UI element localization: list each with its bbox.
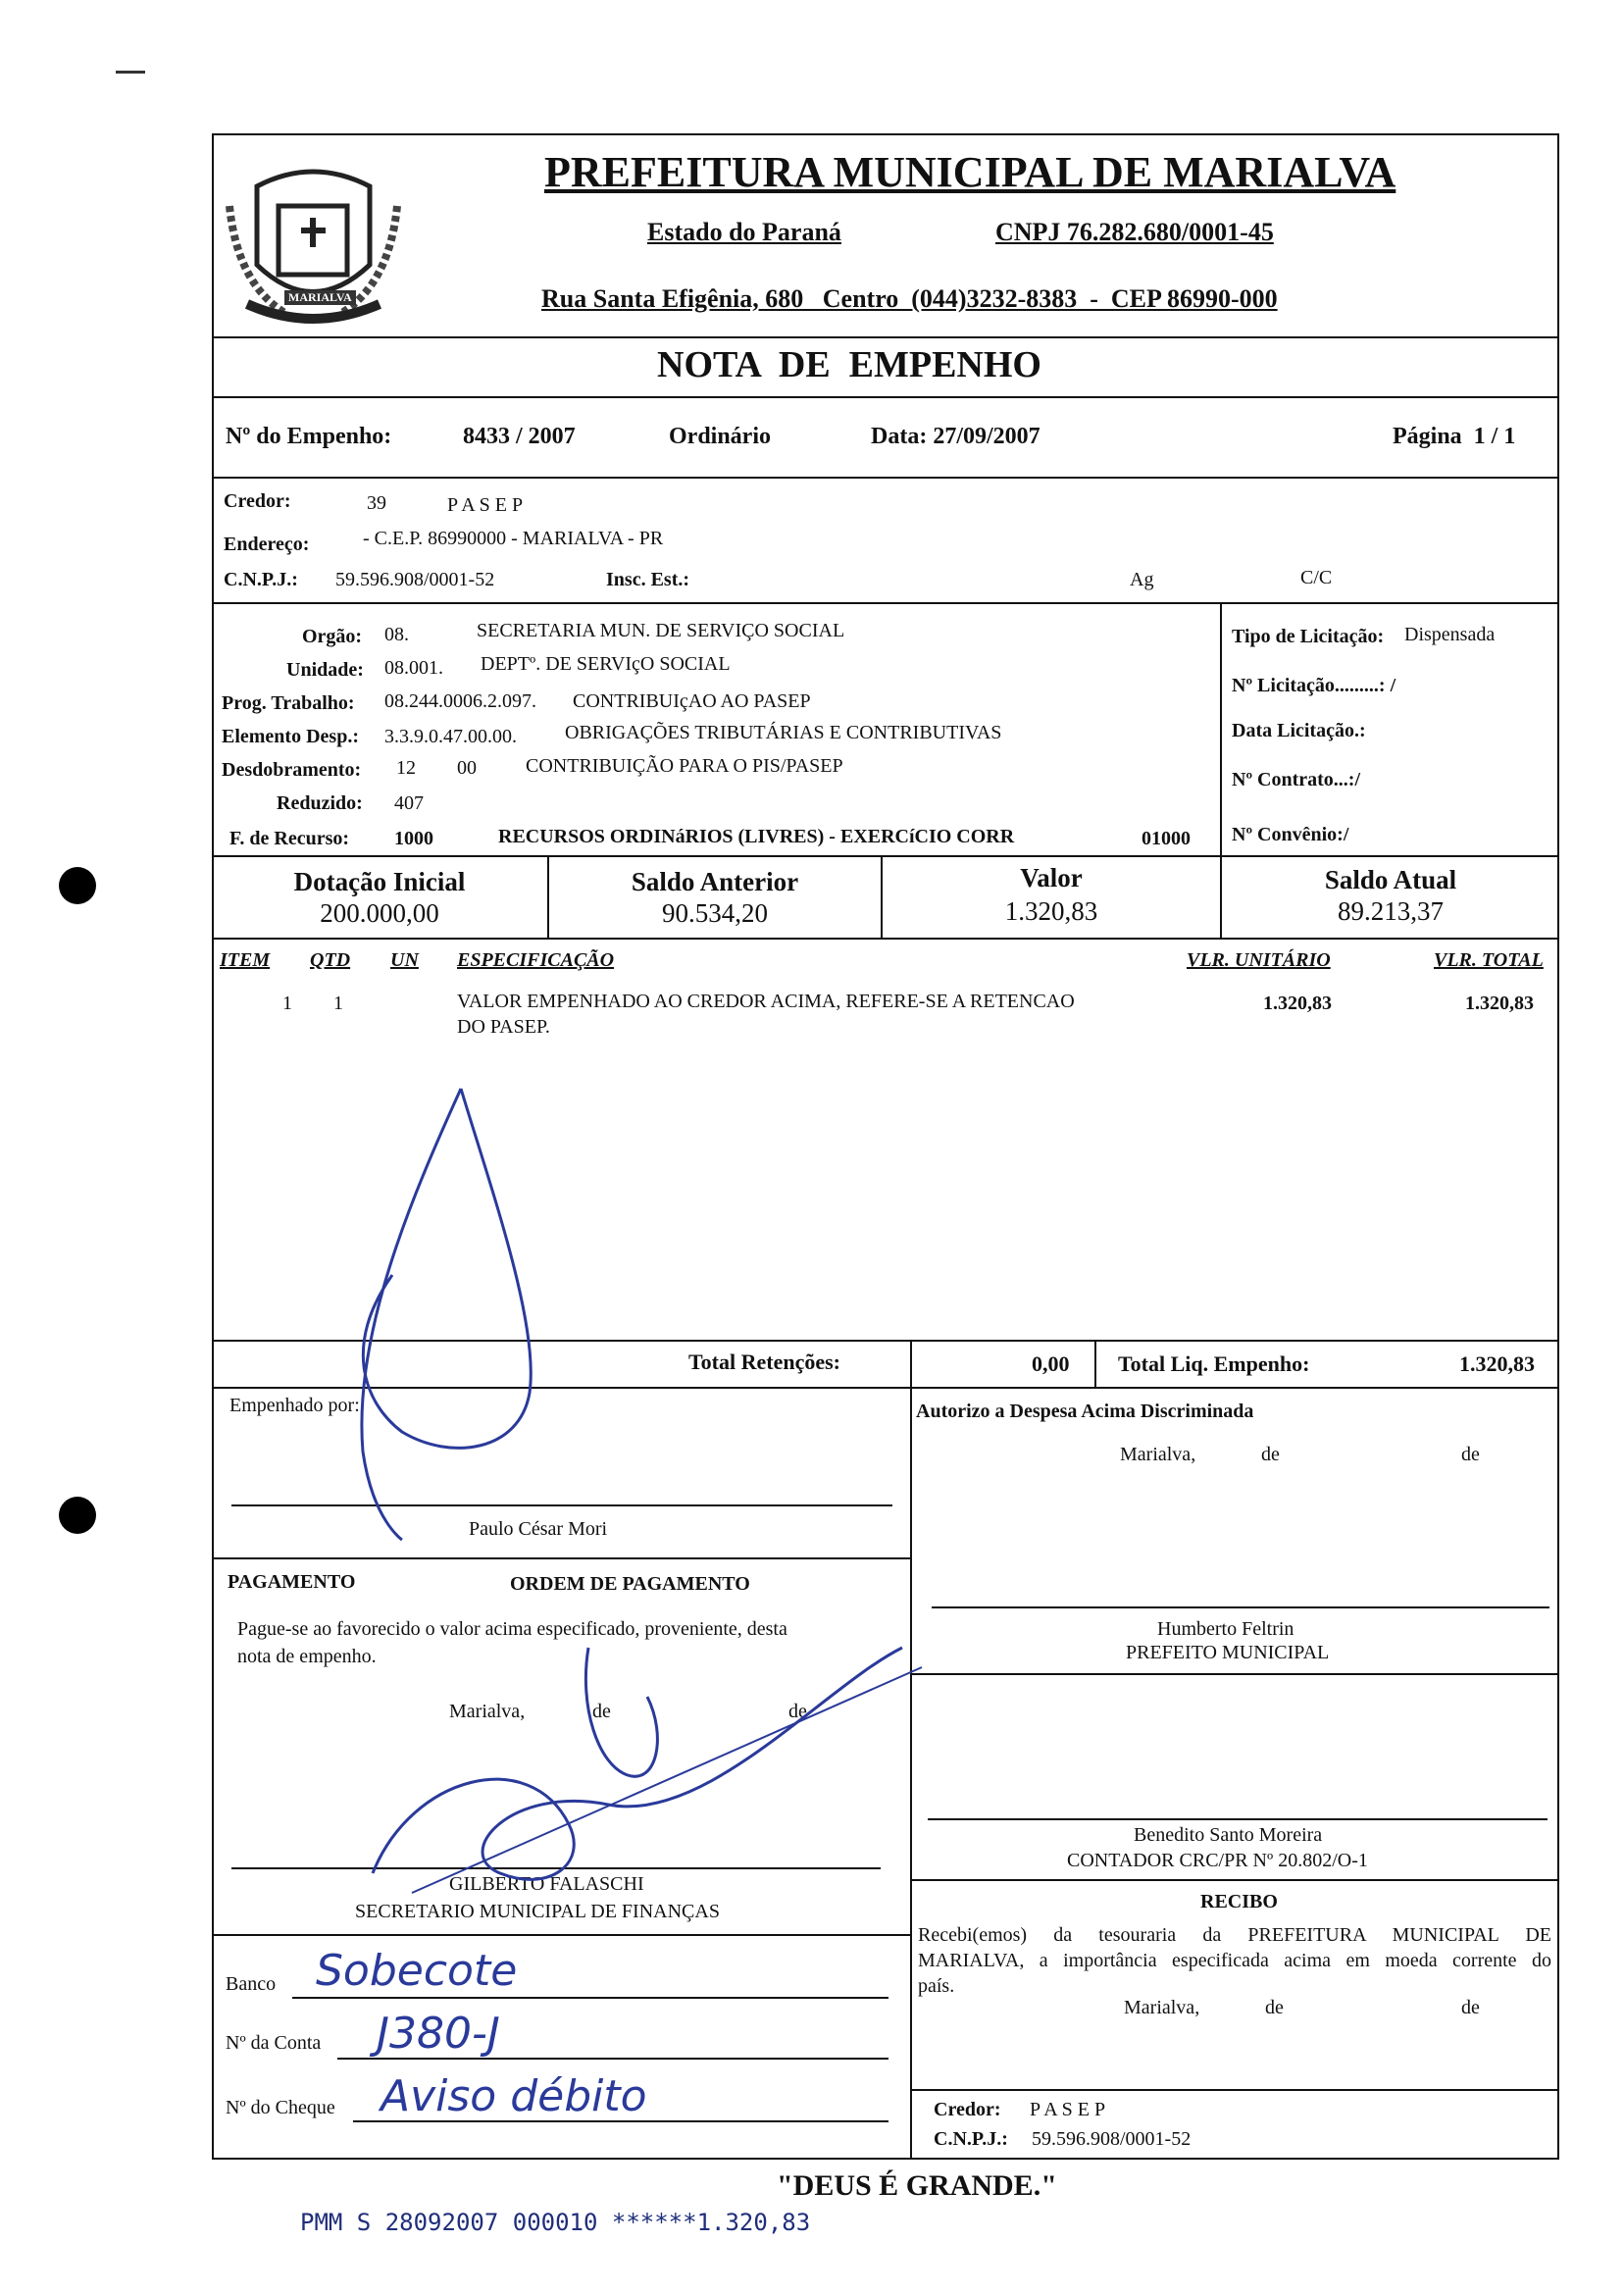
header-address: Rua Santa Efigênia, 680 Centro (044)3232-8383 - CEP 86990-000	[541, 284, 1278, 313]
retencoes-label: Total Retenções:	[688, 1350, 840, 1374]
punch-hole-top	[59, 867, 96, 904]
col-vlr-total: VLR. TOTAL	[1434, 949, 1544, 971]
item-total: 1.320,83	[1465, 993, 1534, 1014]
liq-label: Total Liq. Empenho:	[1118, 1351, 1310, 1376]
contador-name: Benedito Santo Moreira	[1134, 1824, 1323, 1846]
reduzido-label: Reduzido:	[277, 792, 363, 814]
punch-hole-bottom	[59, 1497, 96, 1534]
autorizo-place: Marialva,	[1120, 1444, 1196, 1465]
dotacao-value: 200.000,00	[320, 898, 439, 928]
elem-code: 3.3.9.0.47.00.00.	[384, 726, 517, 747]
prefeito-role: PREFEITO MUNICIPAL	[1126, 1642, 1330, 1663]
pagamento-text-1: Pague-se ao favorecido o valor acima especificado, proveniente, desta	[237, 1618, 787, 1640]
retencoes-value: 0,00	[1032, 1351, 1070, 1376]
municipality-title: PREFEITURA MUNICIPAL DE MARIALVA	[544, 148, 1396, 196]
recibo-credor: P A S E P	[1030, 2099, 1106, 2120]
empenhado-name: Paulo César Mori	[469, 1518, 608, 1540]
credor-code: 39	[367, 492, 386, 514]
valor-label: Valor	[1020, 863, 1083, 892]
corner-mark	[116, 71, 145, 83]
pagamento-de-2: de	[788, 1701, 807, 1722]
recurso-extra: 01000	[1142, 828, 1191, 849]
convenio-number: Nº Convênio:/	[1232, 824, 1349, 845]
empenho-type: Ordinário	[669, 424, 772, 449]
item-desc-2: DO PASEP.	[457, 1016, 550, 1038]
crest-text: MARIALVA	[284, 290, 356, 305]
recibo-text-3: país.	[918, 1975, 955, 1997]
contrato-number: Nº Contrato...:/	[1232, 769, 1361, 790]
recibo-text-1: Recebi(emos) da tesouraria da PREFEITURA MUNICIPAL DE	[918, 1924, 1551, 1946]
autorizo-label: Autorizo a Despesa Acima Discriminada	[916, 1401, 1254, 1422]
unidade-code: 08.001.	[384, 657, 443, 679]
desd-code: 12	[396, 757, 416, 779]
item-unit: 1.320,83	[1263, 993, 1332, 1014]
ordem-pagamento-label: ORDEM DE PAGAMENTO	[510, 1573, 750, 1595]
page-number: Página 1 / 1	[1393, 424, 1516, 449]
reduzido-code: 407	[394, 792, 424, 814]
auth-stamp: PMM S 28092007 000010 ******1.320,83	[300, 2209, 811, 2236]
secretario-role: SECRETARIO MUNICIPAL DE FINANÇAS	[355, 1901, 720, 1922]
tipo-licitacao-label: Tipo de Licitação:	[1232, 626, 1385, 647]
elem-name: OBRIGAÇÕES TRIBUTÁRIAS E CONTRIBUTIVAS	[565, 722, 1002, 743]
dotacao-label: Dotação Inicial	[293, 867, 466, 896]
elem-label: Elemento Desp.:	[222, 726, 359, 747]
recibo-cnpj-label: C.N.P.J.:	[934, 2128, 1008, 2150]
recibo-text-2: MARIALVA, a importância especificada acima em moeda corrente do	[918, 1950, 1551, 1971]
orgao-code: 08.	[384, 624, 409, 645]
recibo-de-1: de	[1265, 1997, 1284, 2018]
credor-address: - C.E.P. 86990000 - MARIALVA - PR	[363, 528, 664, 549]
address-label: Endereço:	[224, 534, 310, 555]
valor-value: 1.320,83	[1004, 896, 1098, 926]
credor-cnpj: 59.596.908/0001-52	[335, 569, 495, 590]
pagamento-text-2: nota de empenho.	[237, 1646, 377, 1667]
credor-cnpj-label: C.N.P.J.:	[224, 569, 298, 590]
empenho-label: Nº do Empenho:	[226, 424, 392, 449]
recibo-de-2: de	[1461, 1997, 1480, 2018]
col-espec: ESPECIFICAÇÃO	[457, 949, 615, 971]
tipo-licitacao: Dispensada	[1404, 624, 1496, 645]
credor-label: Credor:	[224, 490, 291, 512]
recurso-label: F. de Recurso:	[229, 828, 350, 849]
conta-value: J380-J	[377, 2009, 500, 2059]
desd-label: Desdobramento:	[222, 759, 362, 781]
cheque-label: Nº do Cheque	[226, 2097, 335, 2118]
autorizo-de-1: de	[1261, 1444, 1280, 1465]
saldo-anterior-value: 90.534,20	[662, 898, 768, 928]
licitacao-number: Nº Licitação.........: /	[1232, 675, 1396, 696]
col-qtd: QTD	[310, 949, 351, 971]
ag-label: Ag	[1130, 569, 1154, 590]
banco-value: Sobecote	[316, 1946, 518, 1996]
prog-label: Prog. Trabalho:	[222, 692, 355, 714]
signature-scribble-1	[333, 1079, 588, 1550]
empenhado-label: Empenhado por:	[229, 1395, 360, 1416]
unidade-label: Unidade:	[286, 659, 364, 681]
signature-scribble-2	[353, 1628, 941, 1922]
motto: "DEUS É GRANDE."	[777, 2169, 1057, 2202]
crest-icon	[218, 147, 409, 338]
conta-label: Nº da Conta	[226, 2032, 322, 2054]
orgao-label: Orgão:	[302, 626, 363, 647]
saldo-atual-value: 89.213,37	[1338, 896, 1444, 926]
item-number: 1	[282, 993, 292, 1014]
cc-label: C/C	[1300, 567, 1333, 588]
desd-name: CONTRIBUIÇÃO PARA O PIS/PASEP	[526, 755, 843, 777]
empenho-date: Data: 27/09/2007	[871, 424, 1040, 449]
pagamento-de-1: de	[592, 1701, 611, 1722]
banco-label: Banco	[226, 1973, 277, 1995]
licitacao-date: Data Licitação.:	[1232, 720, 1366, 741]
autorizo-de-2: de	[1461, 1444, 1480, 1465]
prefeito-name: Humberto Feltrin	[1157, 1618, 1294, 1640]
pagamento-place: Marialva,	[449, 1701, 526, 1722]
document-title: NOTA DE EMPENHO	[657, 344, 1041, 385]
recurso-name: RECURSOS ORDINáRIOS (LIVRES) - EXERCíCIO CORR	[498, 826, 1015, 847]
recibo-cnpj: 59.596.908/0001-52	[1032, 2128, 1192, 2150]
empenho-number: 8433 / 2007	[463, 424, 576, 449]
contador-role: CONTADOR CRC/PR Nº 20.802/O-1	[1067, 1850, 1368, 1871]
insc-label: Insc. Est.:	[606, 569, 690, 590]
cheque-value: Aviso débito	[381, 2071, 647, 2121]
col-un: UN	[390, 949, 419, 971]
prog-code: 08.244.0006.2.097.	[384, 690, 536, 712]
credor-name: P A S E P	[447, 494, 524, 516]
item-desc-1: VALOR EMPENHADO AO CREDOR ACIMA, REFERE-SE A RETENCAO	[457, 991, 1075, 1012]
recurso-code: 1000	[394, 828, 433, 849]
unidade-name: DEPTº. DE SERVIçO SOCIAL	[481, 653, 731, 675]
recibo-credor-label: Credor:	[934, 2099, 1001, 2120]
pagamento-label: PAGAMENTO	[228, 1571, 356, 1593]
saldo-atual-label: Saldo Atual	[1324, 865, 1457, 894]
orgao-name: SECRETARIA MUN. DE SERVIÇO SOCIAL	[477, 620, 845, 641]
desd-sub: 00	[457, 757, 477, 779]
col-vlr-unit: VLR. UNITÁRIO	[1187, 949, 1331, 971]
recibo-title: RECIBO	[1200, 1891, 1278, 1912]
liq-value: 1.320,83	[1459, 1351, 1535, 1376]
header-cnpj: CNPJ 76.282.680/0001-45	[995, 218, 1274, 246]
recibo-place: Marialva,	[1124, 1997, 1200, 2018]
saldo-anterior-label: Saldo Anterior	[631, 867, 799, 896]
col-item: ITEM	[220, 949, 271, 971]
state-name: Estado do Paraná	[647, 218, 841, 246]
prog-name: CONTRIBUIçAO AO PASEP	[573, 690, 811, 712]
item-qtd: 1	[333, 993, 343, 1014]
secretario-name: GILBERTO FALASCHI	[449, 1873, 644, 1895]
